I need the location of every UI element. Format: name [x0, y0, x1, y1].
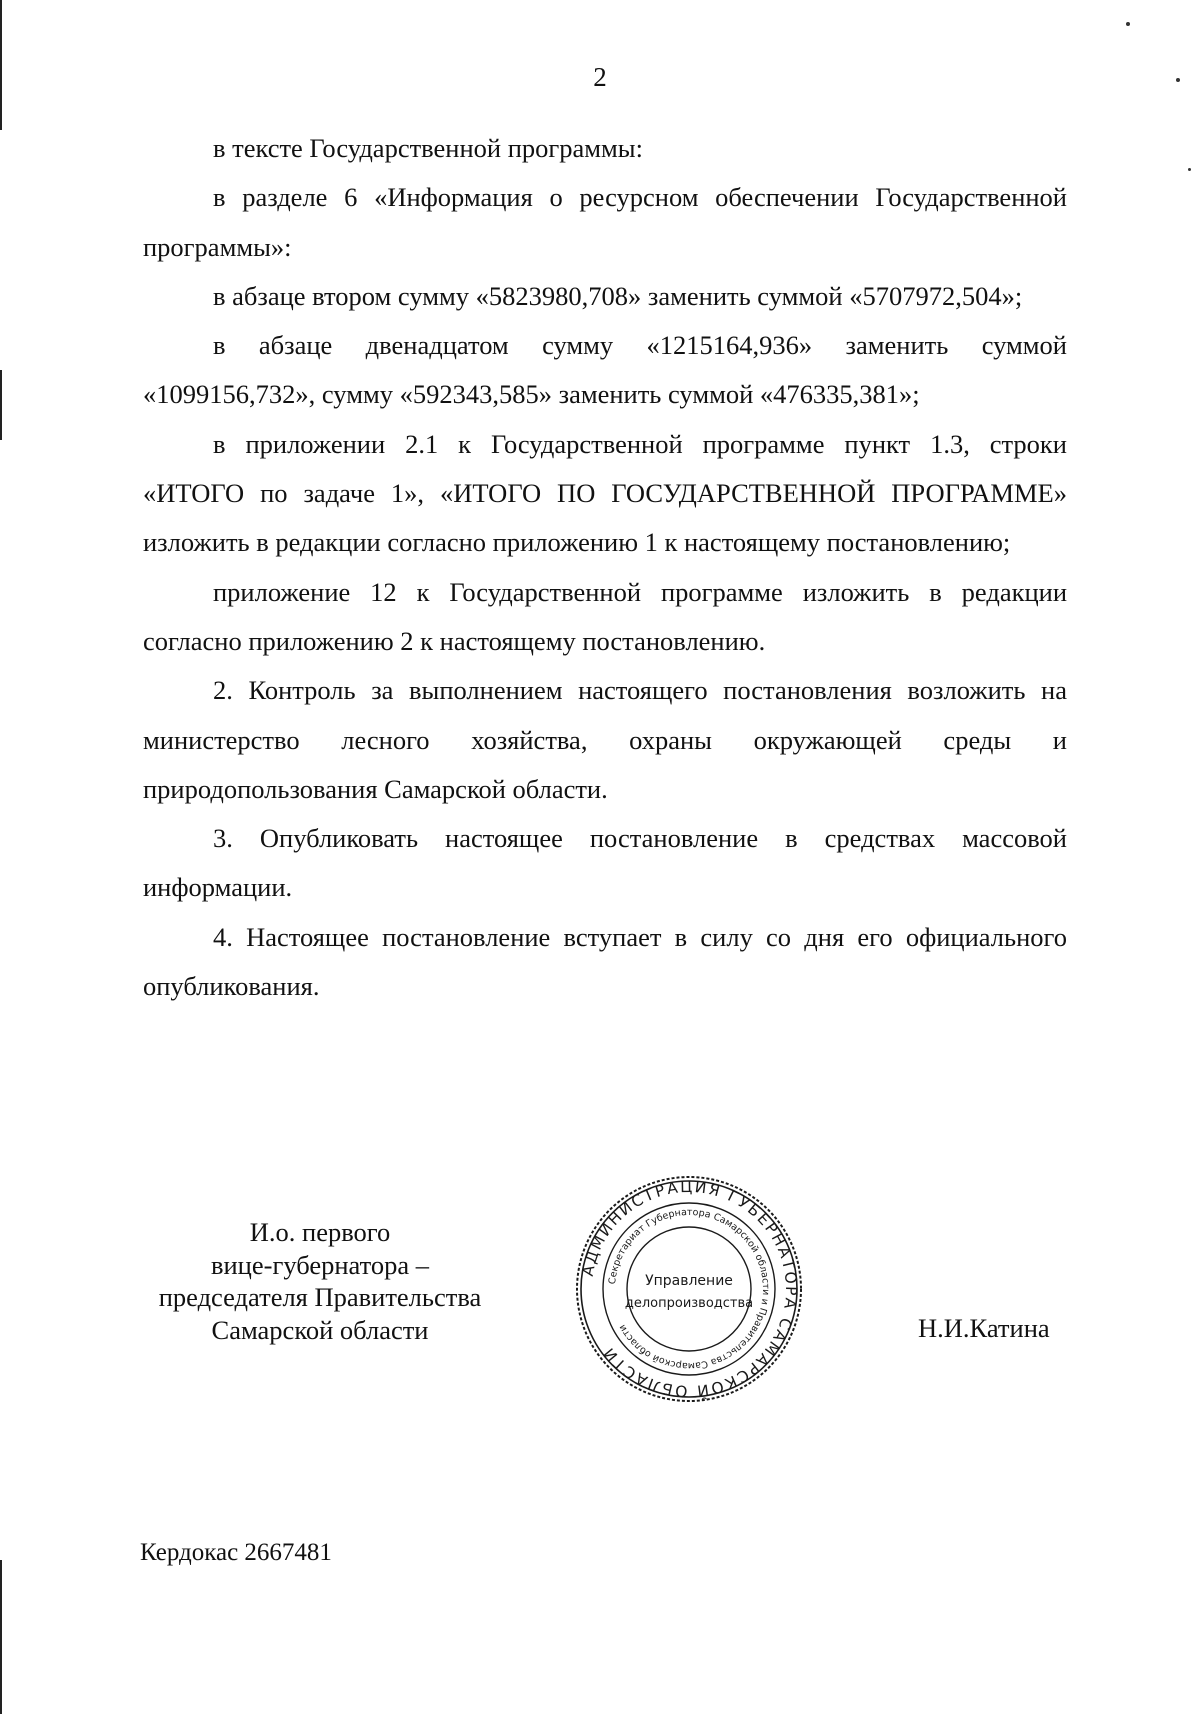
seal-center-line: Управление	[645, 1273, 733, 1289]
paragraph: 3. Опубликовать настоящее постановление в средствах массовой информации.	[143, 823, 1067, 903]
paragraph: в приложении 2.1 к Государственной программе пункт 1.3, строки «ИТОГО по задаче 1», «ИТОГО ПО ГОСУДАРСТВЕННОЙ ПРОГРАММЕ» изложить в редакции согласно приложению 1 к настоящему постановлению;	[143, 428, 1067, 558]
scan-margin-line	[0, 1560, 2, 1714]
seal-center-line: делопроизводства	[624, 1296, 754, 1311]
registry-number: Кердокас 2667481	[140, 1539, 332, 1566]
signatory-position	[120, 1216, 520, 1346]
signatory-position-line: вице-губернатора –	[210, 1249, 429, 1280]
signatory-position-line: председателя Правительства	[158, 1282, 482, 1312]
page-number: 2	[593, 62, 607, 92]
official-seal	[573, 1173, 805, 1405]
paragraph: приложение 12 к Государственной программе изложить в редакции согласно приложению 2 к настоящему постановлению.	[143, 576, 1067, 656]
document-body	[143, 124, 1067, 1011]
signatory-position-line: И.о. первого	[249, 1217, 391, 1247]
paragraph: 2. Контроль за выполнением настоящего постановления возложить на министерство лесного хозяйства, охраны окружающей среды и природопользования Самарской области.	[143, 675, 1067, 804]
seal-inner-text: Секретариат Губернатора Самарской области и Правительства Самарской области	[607, 1206, 772, 1372]
seal-graphic	[573, 1173, 805, 1405]
signatory-name: Н.И.Катина	[918, 1313, 1050, 1343]
scan-speck	[1126, 22, 1130, 26]
paragraph: в разделе 6 «Информация о ресурсном обеспечении Государственной программы»:	[143, 182, 1067, 262]
signatory-position-line: Самарской области	[211, 1314, 429, 1345]
paragraph: 4. Настоящее постановление вступает в силу со дня его официального опубликования.	[143, 921, 1067, 1002]
paragraph: в абзаце втором сумму «5823980,708» заменить суммой «5707972,504»;	[213, 280, 1023, 311]
scan-margin-line	[0, 370, 2, 440]
scan-speck	[1188, 168, 1191, 171]
paragraph: в абзаце двенадцатом сумму «1215164,936» заменить суммой «1099156,732», сумму «592343,585» заменить суммой «476335,381»;	[143, 330, 1067, 410]
paragraph: в тексте Государственной программы:	[213, 133, 643, 163]
seal-outer-text: АДМИНИСТРАЦИЯ ГУБЕРНАТОРА САМАРСКОЙ ОБЛАСТИ	[578, 1177, 801, 1401]
